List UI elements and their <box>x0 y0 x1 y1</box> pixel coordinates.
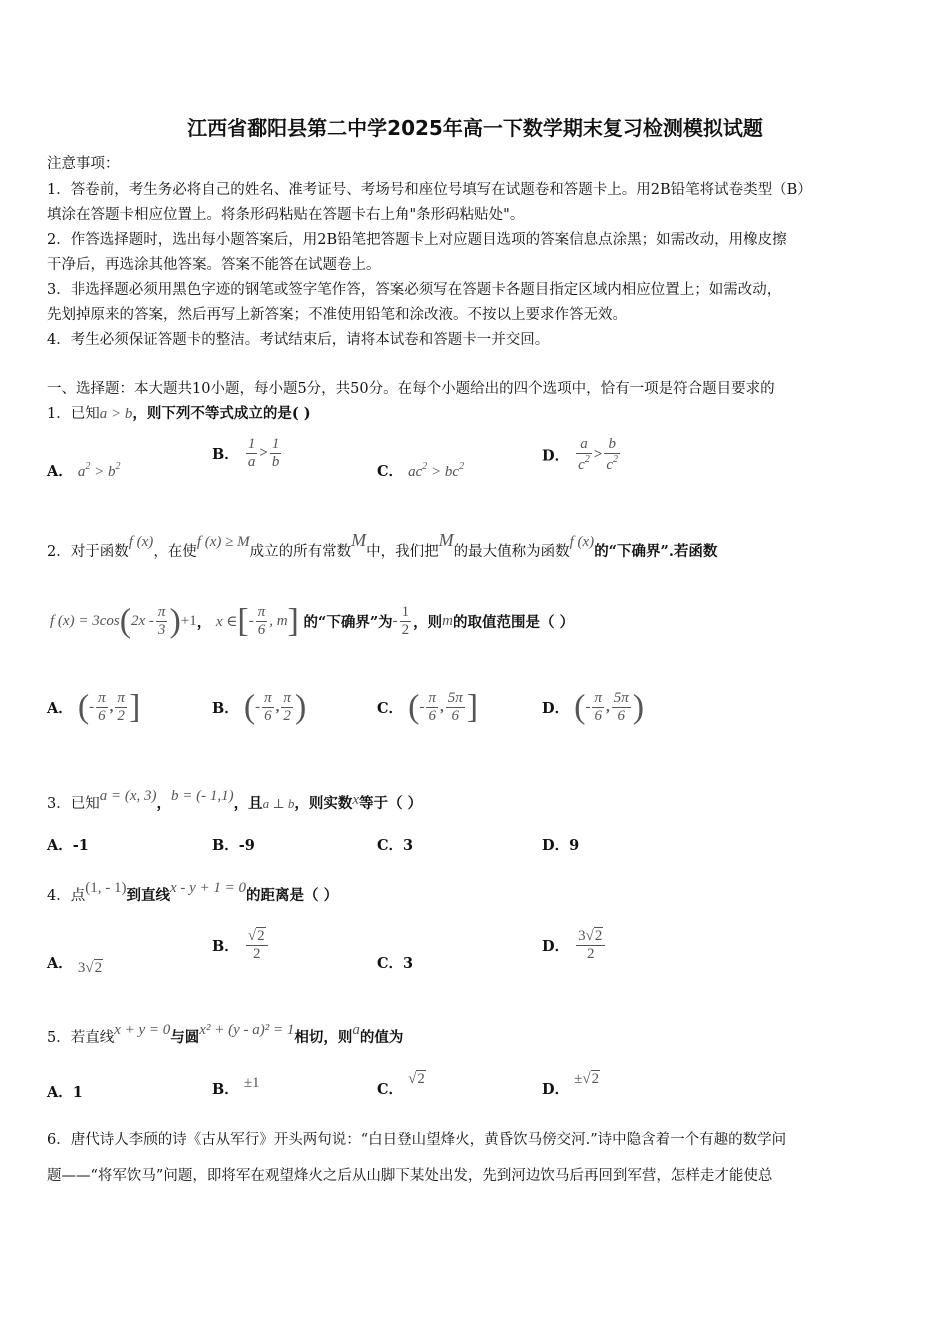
q1-option-b[interactable]: B． $\frac{1}{a}$ > $\frac{1}{b}$ <box>212 436 280 470</box>
q4-option-a[interactable]: A． 3√2 <box>47 955 103 976</box>
q1-option-d[interactable]: D． $\frac{a}{c^2}$ > $\frac{b}{c^2}$ <box>542 436 619 473</box>
question-2-line-2: f (x) = 3cos(2x - $\frac{\pi}{3}$ )+1， x ∈[- $\frac{\pi}{6}$ , m] 的“下确界”为- $\frac{1}{2}$ ，则m的取值范围是（ ） <box>50 602 575 640</box>
question-5: 5．若直线x + y = 0与圆x² + (y - a)² = 1相切，则a的值为 <box>47 1022 404 1046</box>
notice-item-2a: 2．作答选择题时，选出每小题答案后，用2B铅笔把答题卡上对应题目选项的答案信息点涂黑；如需改动，用橡皮擦 <box>47 232 787 248</box>
q3-option-d[interactable]: D．9 <box>542 837 580 854</box>
q1-option-c[interactable]: C． $ac^2 > bc^2$ <box>377 461 465 480</box>
notice-item-2b: 干净后，再选涂其他答案。答案不能答在试题卷上。 <box>47 257 381 273</box>
q5-option-c[interactable]: C． √2 <box>377 1071 425 1098</box>
page-title: 江西省鄱阳县第二中学2025年高一下数学期末复习检测模拟试题 <box>187 116 763 140</box>
q4-option-d[interactable]: D． $\frac{3√2}{2}$ <box>542 928 607 963</box>
q2-option-a[interactable]: A． (- $\frac{\pi}{6}$ , $\frac{\pi}{2}$ ] <box>47 688 141 726</box>
question-1: 1．已知a > b，则下列不等式成立的是( ) <box>47 405 311 422</box>
question-4: 4．点(1, - 1)到直线x - y + 1 = 0的距离是（ ） <box>47 880 339 904</box>
notice-heading: 注意事项： <box>47 156 120 172</box>
q2-option-d[interactable]: D． (- $\frac{\pi}{6}$ , $\frac{5\pi}{6}$ ) <box>542 688 645 726</box>
q4-option-b[interactable]: B． $\frac{√2}{2}$ <box>212 928 270 963</box>
question-2-line-1: 2．对于函数f (x)，在使f (x) ≥ M成立的所有常数M中，我们把M的最大值称为函数f (x)的“下确界”.若函数 <box>47 530 718 560</box>
q3-option-a[interactable]: A．-1 <box>47 837 89 854</box>
question-6-line-2: 题——“将军饮马”问题，即将军在观望烽火之后从山脚下某处出发，先到河边饮马后再回到军营，怎样走才能使总 <box>47 1168 773 1184</box>
q3-option-b[interactable]: B．-9 <box>212 837 255 854</box>
notice-item-1b: 填涂在答题卡相应位置上。将条形码粘贴在答题卡右上角"条形码粘贴处"。 <box>47 207 525 223</box>
notice-item-4: 4．考生必须保证答题卡的整洁。考试结束后，请将本试卷和答题卡一并交回。 <box>47 332 550 348</box>
q4-option-c[interactable]: C．3 <box>377 955 414 972</box>
question-6-line-1: 6．唐代诗人李颀的诗《古从军行》开头两句说：“白日登山望烽火，黄昏饮马傍交河.”诗中隐含着一个有趣的数学问 <box>47 1132 787 1148</box>
notice-item-3a: 3．非选择题必须用黑色字迹的钢笔或签字笔作答，答案必须写在答题卡各题目指定区域内相应位置上；如需改动， <box>47 282 782 298</box>
q2-option-c[interactable]: C． (- $\frac{\pi}{6}$ , $\frac{5\pi}{6}$ ] <box>377 688 479 726</box>
notice-item-1a: 1．答卷前，考生务必将自己的姓名、准考证号、考场号和座位号填写在试题卷和答题卡上。用2B铅笔将试卷类型（B） <box>47 182 812 198</box>
q2-option-b[interactable]: B． (- $\frac{\pi}{6}$ , $\frac{\pi}{2}$ ) <box>212 688 307 726</box>
q5-option-d[interactable]: D． ±√2 <box>542 1071 600 1098</box>
q5-option-a[interactable]: A．1 <box>47 1084 83 1101</box>
section-heading: 一、选择题：本大题共10小题，每小题5分，共50分。在每个小题给出的四个选项中，恰有一项是符合题目要求的 <box>47 381 775 397</box>
question-3: 3．已知a = (x, 3)，b = (- 1,1)，且a ⊥ b，则实数x等于（ ） <box>47 788 423 812</box>
notice-item-3b: 先划掉原来的答案，然后再写上新答案；不准使用铅笔和涂改液。不按以上要求作答无效。 <box>47 307 627 323</box>
q5-option-b[interactable]: B． ±1 <box>212 1075 260 1098</box>
q3-option-c[interactable]: C．3 <box>377 837 414 854</box>
q1-option-a[interactable]: A． $a^2 > b^2$ <box>47 461 121 480</box>
